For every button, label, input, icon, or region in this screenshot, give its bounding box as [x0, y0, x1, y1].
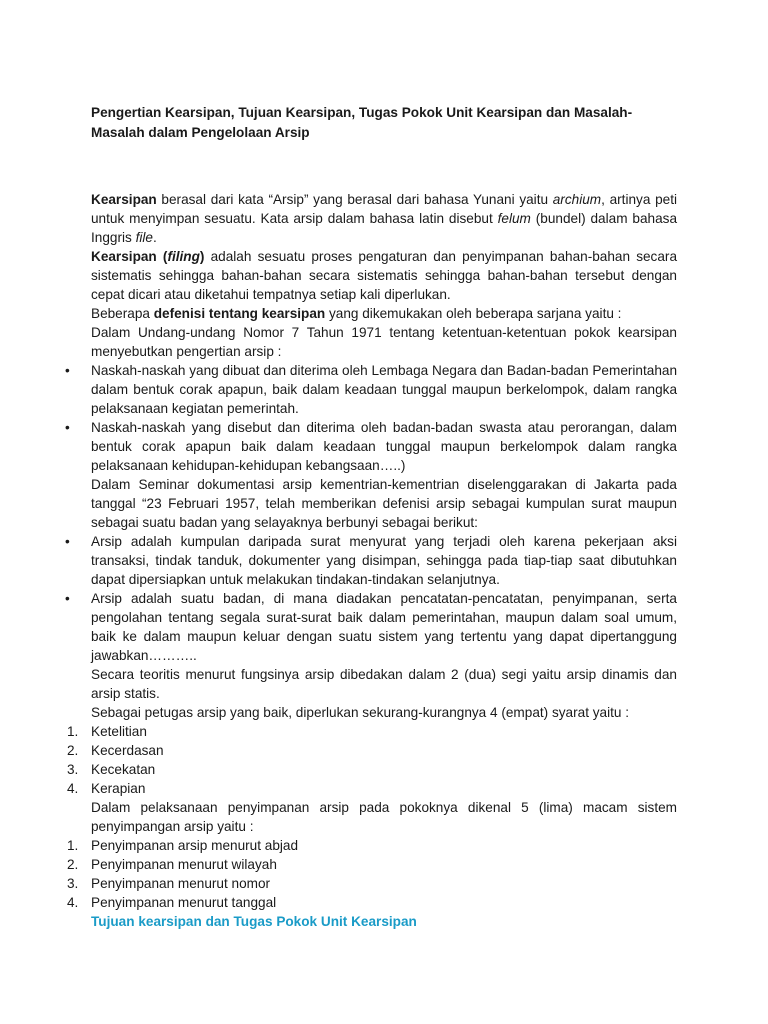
bullet-icon: •: [65, 363, 70, 378]
paragraph-undang-undang: Dalam Undang-undang Nomor 7 Tahun 1971 tentang ketentuan-ketentuan pokok kearsipan menyebutkan pengertian arsip :: [91, 325, 677, 359]
paragraph-filing-definition: Kearsipan (filing) adalah sesuatu proses pengaturan dan penyimpanan bahan-bahan secara sistematis sehingga bahan-bahan secara sistematis sehingga bahan-bahan tersebut dengan cepat dicari atau diketahui tempatnya setiap kali diperlukan.: [91, 249, 678, 302]
paragraph-seminar: Dalam Seminar dokumentasi arsip kementrian-kementrian diselenggarakan di Jakarta pada tanggal “23 Februari 1957, telah memberikan defenisi arsip sebagai kumpulan surat maupun sebagai suatu badan yang selayaknya berbunyi sebagai berikut:: [91, 477, 677, 530]
paragraph-fungsi-arsip: Secara teoritis menurut fungsinya arsip dibedakan dalam 2 (dua) segi yaitu arsip dinamis dan arsip statis.: [91, 667, 677, 701]
section-heading-tujuan: Tujuan kearsipan dan Tugas Pokok Unit Kearsipan: [91, 914, 417, 929]
list-item: • Naskah-naskah yang dibuat dan diterima oleh Lembaga Negara dan Badan-badan Pemerintahan dalam bentuk corak apapun, baik dalam keadaan tunggal maupun berkelompok, dalam rangka pelaksanaan kegiatan pemerintah.: [65, 363, 677, 416]
numbered-item: 2. Kecerdasan: [67, 743, 164, 758]
list-item: • Naskah-naskah yang disebut dan diterima oleh badan-badan swasta atau perorangan, dalam bentuk corak apapun baik dalam keadaan tunggal maupun berkelompok dalam rangka pelaksanaan kehidupan-kehidupan kebangsaan…..): [65, 420, 677, 473]
document-body: [65, 190, 678, 931]
numbered-item: 1. Penyimpanan arsip menurut abjad: [67, 838, 299, 853]
numbered-item: 4. Kerapian: [67, 781, 146, 796]
numbered-item: 1. Ketelitian: [67, 724, 147, 739]
list-item: • Arsip adalah suatu badan, di mana diadakan pencatatan-pencatatan, penyimpanan, serta pengolahan tentang segala surat-surat baik dalam pemerintahan, maupun dalam soal umum, baik ke dalam maupun keluar dengan suatu sistem yang tertentu yang dapat dipertanggung jawabkan………..: [65, 591, 677, 663]
bullet-icon: •: [65, 534, 70, 549]
term-kearsipan: Kearsipan: [91, 192, 157, 207]
paragraph-kearsipan-definition: Kearsipan berasal dari kata “Arsip” yang berasal dari bahasa Yunani yaitu archium, artinya peti untuk menyimpan sesuatu. Kata arsip dalam bahasa latin disebut felum (bundel) dalam bahasa Inggris file.: [91, 192, 677, 245]
paragraph-sistem-intro: Dalam pelaksanaan penyimpanan arsip pada pokoknya dikenal 5 (lima) macam sistem penyimpangan arsip yaitu :: [91, 800, 677, 834]
bullet-icon: •: [65, 420, 70, 435]
paragraph-definitions-intro: Beberapa defenisi tentang kearsipan yang dikemukakan oleh beberapa sarjana yaitu :: [91, 306, 622, 321]
numbered-item: 3. Kecekatan: [67, 762, 156, 777]
term-kearsipan-filing: Kearsipan (filing): [91, 249, 205, 264]
numbered-item: 2. Penyimpanan menurut wilayah: [67, 857, 277, 872]
numbered-item: 3. Penyimpanan menurut nomor: [67, 876, 271, 891]
bullet-icon: •: [65, 591, 70, 606]
document-title: Pengertian Kearsipan, Tujuan Kearsipan, Tugas Pokok Unit Kearsipan dan Masalah-Masalah dalam Pengelolaan Arsip: [91, 105, 633, 140]
paragraph-syarat-intro: Sebagai petugas arsip yang baik, diperlukan sekurang-kurangnya 4 (empat) syarat yaitu :: [91, 705, 630, 720]
numbered-item: 4. Penyimpanan menurut tanggal: [67, 895, 277, 910]
list-item: • Arsip adalah kumpulan daripada surat menyurat yang terjadi oleh karena pekerjaan aksi transaksi, tindak tanduk, dokumenter yang disimpan, sehingga pada tiap-tiap saat dibutuhkan dapat dipersiapkan untuk melakukan tindakan-tindakan selanjutnya.: [65, 534, 677, 587]
